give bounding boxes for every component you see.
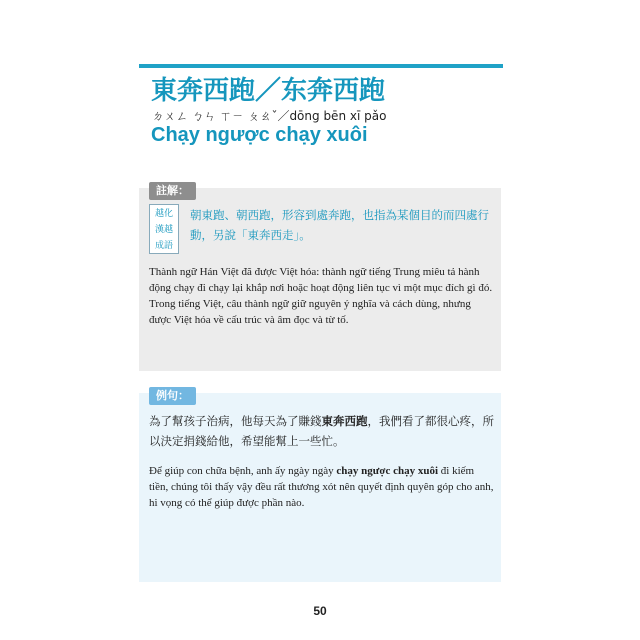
header-rule — [139, 64, 503, 68]
example-tag: 例句： — [149, 387, 196, 405]
example-vietnamese-text: Để giúp con chữa bệnh, anh ấy ngày ngày chạy ngược chạy xuôi đi kiếm tiền, chúng tôi thấy vậy đều rất thương xót nên quyết định quyên góp cho anh, hi vọng có thể giúp được phần nào. — [149, 465, 494, 509]
note-vietnamese-text: Thành ngữ Hán Việt đã được Việt hóa: thành ngữ tiếng Trung miêu tả hành động chạy đi chạy lại khắp nơi hoặc hoạt động liên tục vì một mục đích gì đó. Trong tiếng Việt, câu thành ngữ giữ nguyên ý nghĩa và cách dùng, nhưng được Việt hóa về cấu trúc và âm đọc và từ tố. — [149, 266, 493, 326]
example-chinese-text: 為了幫孩子治病，他每天為了賺錢東奔西跑，我們看了都很心疼，所以決定捐錢給他，希望能幫上一些忙。 — [149, 414, 494, 448]
badge-line: 越化 — [154, 209, 173, 219]
note-tag: 註解： — [149, 182, 196, 200]
idiom-title: 東奔西跑／东奔西跑 — [151, 76, 386, 106]
page-number: 50 — [313, 604, 327, 618]
badge-line: 成語 — [154, 241, 173, 251]
example-box — [139, 389, 501, 582]
idiom-pronunciation: ㄉㄨㄥ ㄅㄣ ㄒㄧ ㄆㄠˇ／dōng bēn xī pǎo — [152, 109, 387, 123]
example-idiom-highlight: 東奔西跑 — [321, 414, 368, 428]
idiom-vietnamese-title: Chạy ngược chạy xuôi — [151, 124, 368, 146]
note-box — [139, 184, 501, 371]
category-badge — [149, 204, 179, 254]
badge-line: 漢越 — [154, 225, 173, 235]
note-chinese-text: 朝東跑、朝西跑，形容到處奔跑，也指為某個目的而四處行動，另說「東奔西走」。 — [190, 208, 489, 242]
example-viet-highlight: chạy ngược chạy xuôi — [336, 465, 439, 477]
